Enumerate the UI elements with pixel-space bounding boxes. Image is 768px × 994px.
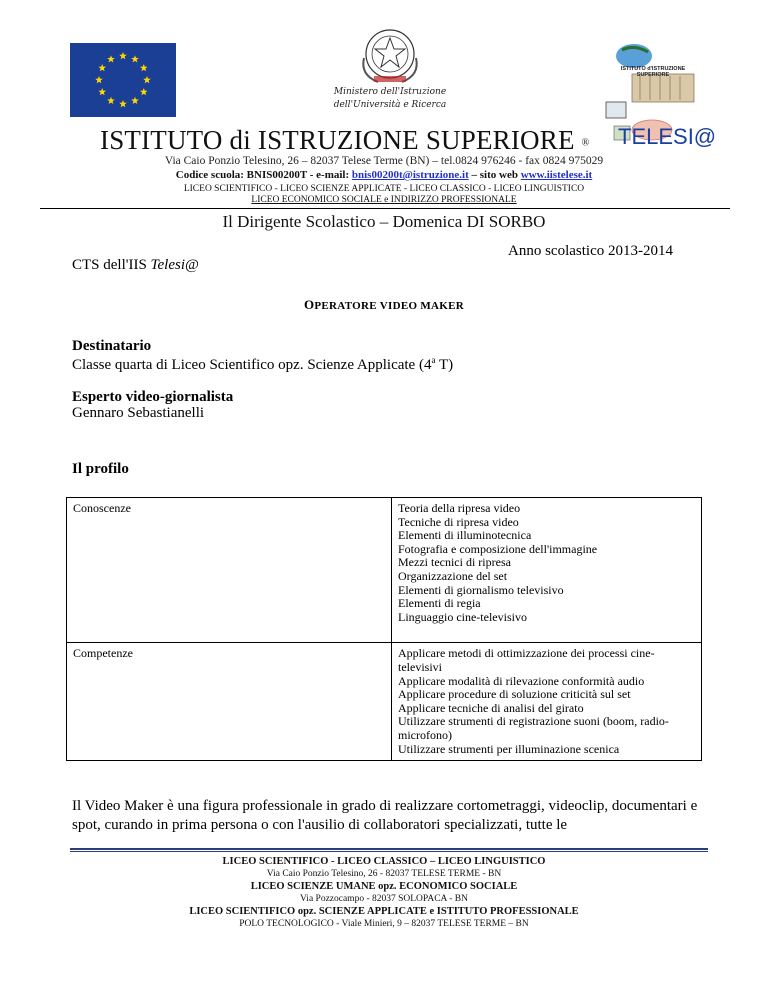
list-item: Applicare modalità di rilevazione conformità audio (398, 673, 645, 688)
footer-line-6: POLO TECNOLOGICO - Viale Minieri, 9 – 82037 TELESE TERME – BN (239, 919, 529, 929)
table-row (67, 498, 702, 643)
ministry-caption (300, 86, 480, 112)
italian-republic-emblem (350, 20, 430, 90)
conoscenze-label: Conoscenze (67, 498, 392, 643)
codice-prefix: Codice scuola: BNIS00200T - e-mail: (175, 169, 352, 181)
ministry-line1: Ministero dell'Istruzione (333, 87, 447, 97)
document-title (0, 297, 768, 313)
school-name (100, 125, 589, 156)
brand-telesi: TELESI@ (618, 124, 717, 149)
school-address: Via Caio Ponzio Telesino, 26 – 82037 Telese Terme (BN) – tel.0824 976246 - fax 0824 975029 (164, 155, 604, 167)
destinatario-heading: Destinatario (72, 338, 152, 354)
conoscenze-list (392, 498, 702, 643)
list-item: Linguaggio cine-televisivo (398, 609, 527, 624)
list-item: Fotografia e composizione dell'immagine (398, 541, 598, 556)
list-item: Applicare tecniche di analisi del girato (398, 700, 584, 715)
title-cap: O (303, 297, 315, 312)
title-rest: PERATORE VIDEO MAKER (314, 300, 465, 312)
ministry-line2: dell'Università e Ricerca (333, 100, 447, 110)
school-logo-title: ISTITUTO d'ISTRUZIONE SUPERIORE (620, 66, 686, 78)
destinatario-main: Classe quarta di Liceo Scientifico opz. Scienze Applicate (4 (72, 357, 432, 373)
website-link[interactable]: www.iistelese.it (520, 169, 593, 181)
footer-line-5: LICEO SCIENTIFICO opz. SCIENZE APPLICATE e ISTITUTO PROFESSIONALE (189, 906, 579, 917)
dirigente-line: Il Dirigente Scolastico – Domenica DI SORBO (222, 212, 546, 231)
esperto-heading: Esperto video-giornalista (72, 389, 234, 405)
footer-divider (70, 848, 708, 850)
esperto-name: Gennaro Sebastianelli (72, 405, 205, 421)
profilo-heading: Il profilo (72, 461, 129, 477)
list-item: Tecniche di ripresa video (398, 514, 519, 529)
school-contacts (0, 169, 768, 181)
school-year: Anno scolastico 2013-2014 (508, 243, 673, 259)
cts-name: Telesi@ (150, 257, 199, 273)
competenze-list (392, 643, 702, 761)
list-item: Elementi di regia (398, 596, 481, 611)
list-item: Utilizzare strumenti di registrazione suoni (boom, radio-microfono) (398, 714, 669, 742)
footer-line-1: LICEO SCIENTIFICO - LICEO CLASSICO – LICEO LINGUISTICO (222, 856, 546, 867)
sito-prefix: – sito web (468, 169, 521, 181)
footer-line-3: LICEO SCIENZE UMANE opz. ECONOMICO SOCIALE (250, 881, 518, 892)
footer-line-4: Via Pozzocampo - 82037 SOLOPACA - BN (300, 894, 468, 904)
list-item: Utilizzare strumenti per illuminazione scenica (398, 741, 620, 756)
destinatario-text (72, 355, 453, 374)
cts-prefix: CTS dell'IIS (72, 257, 151, 273)
footer-line-2: Via Caio Ponzio Telesino, 26 - 82037 TELESE TERME - BN (266, 869, 502, 879)
competenze-label: Competenze (67, 643, 392, 761)
destinatario-sup: a (431, 355, 436, 365)
list-item: Organizzazione del set (398, 568, 508, 583)
profile-table (66, 497, 702, 761)
header-divider (40, 208, 730, 209)
list-item: Teoria della ripresa video (398, 501, 521, 515)
list-item: Elementi di giornalismo televisivo (398, 582, 564, 597)
destinatario-end: T) (435, 357, 454, 373)
eu-flag-logo (70, 43, 176, 117)
list-item: Applicare procedure di soluzione criticità sul set (398, 687, 631, 702)
registered-mark: ® (581, 137, 590, 149)
email-link[interactable]: bnis00200t@istruzione.it (351, 169, 469, 181)
list-item: Mezzi tecnici di ripresa (398, 555, 511, 570)
licei-line-1: LICEO SCIENTIFICO - LICEO SCIENZE APPLICATE - LICEO CLASSICO - LICEO LINGUISTICO (183, 184, 585, 194)
footer-divider-thin (70, 851, 708, 852)
table-row (67, 643, 702, 761)
list-item: Applicare metodi di ottimizzazione dei processi cine-televisivi (398, 646, 655, 674)
cts-line (72, 257, 199, 274)
list-item: Elementi di illuminotecnica (398, 528, 532, 543)
school-name-text: ISTITUTO di ISTRUZIONE SUPERIORE (100, 125, 575, 155)
licei-line-2: LICEO ECONOMICO SOCIALE e INDIRIZZO PROFESSIONALE (251, 195, 517, 205)
body-paragraph: Il Video Maker è una figura professionale in grado di realizzare cortometraggi, videoclip, documentari e spot, curando in prima persona o con l'ausilio di collaboratori specializzati, tutte le (72, 798, 698, 833)
